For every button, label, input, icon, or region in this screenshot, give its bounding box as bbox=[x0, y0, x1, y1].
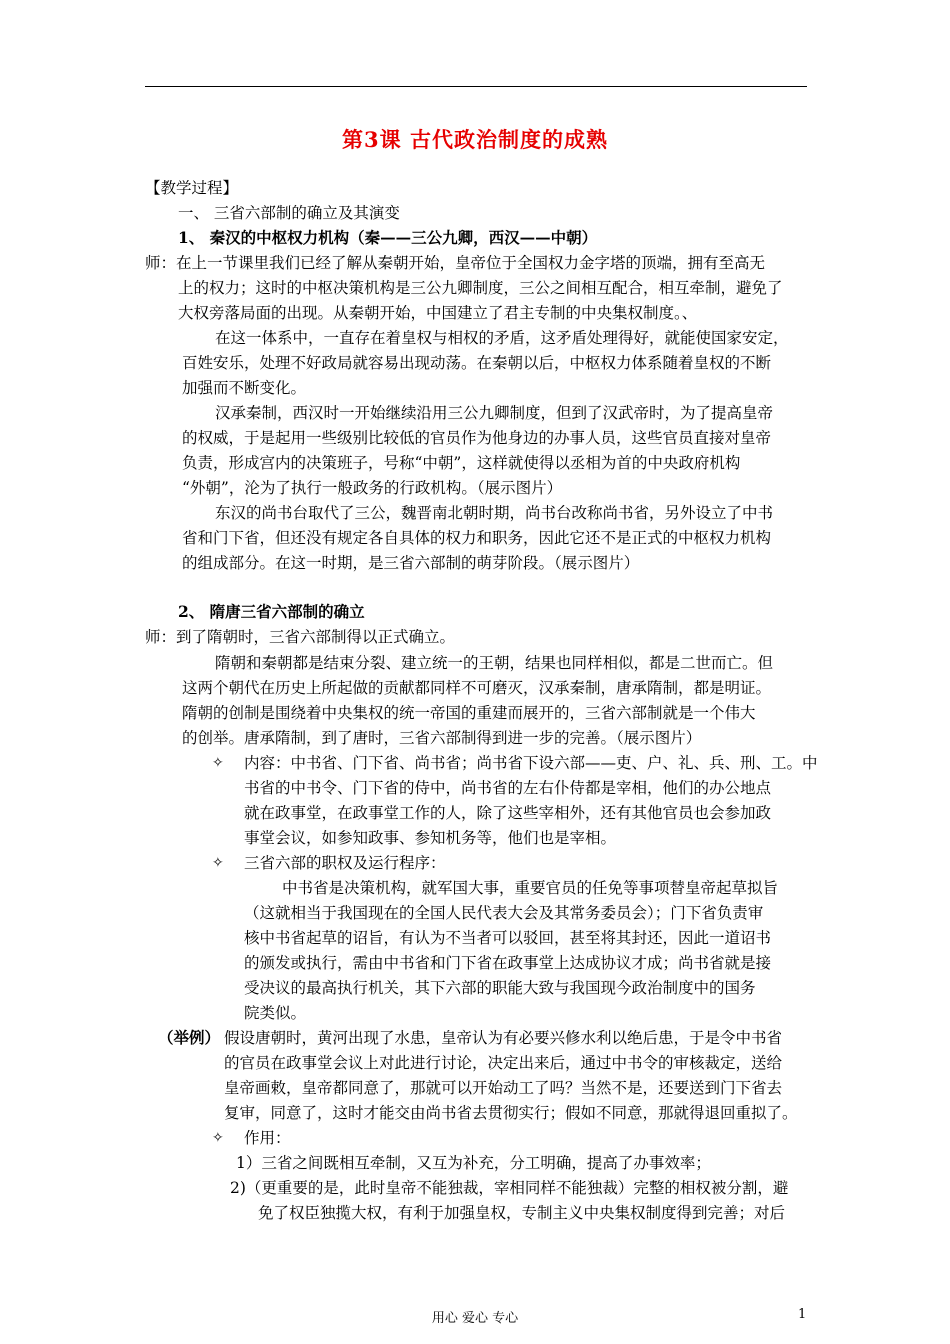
section-heading: 【教学过程】 bbox=[145, 179, 239, 197]
paragraph-line: 假设唐朝时，黄河出现了水患，皇帝认为有必要兴修水利以绝后患，于是令中书省 bbox=[224, 1029, 783, 1047]
paragraph-line: 的颁发或执行，需由中书省和门下省在政事堂上达成协议才成；尚书省就是接 bbox=[244, 954, 772, 972]
subsection-heading: 2、 隋唐三省六部制的确立 bbox=[178, 602, 365, 621]
paragraph-line: 皇帝画敕，皇帝都同意了，那就可以开始动工了吗？当然不是，还要送到门下省去 bbox=[224, 1079, 783, 1097]
paragraph-line: 上的权力；这时的中枢决策机构是三公九卿制度，三公之间相互配合，相互牵制，避免了 bbox=[178, 279, 783, 297]
paragraph-line: 隋朝的创制是围绕着中央集权的统一帝国的重建而展开的，三省六部制就是一个伟大 bbox=[182, 704, 756, 722]
paragraph-line: 受决议的最高执行机关，其下六部的职能大致与我国现今政治制度中的国务 bbox=[244, 979, 756, 997]
paragraph-line: 的官员在政事堂会议上对此进行讨论，决定出来后，通过中书令的审核裁定，送给 bbox=[224, 1054, 783, 1072]
paragraph-line: 负责，形成宫内的决策班子，号称“中朝”，这样就使得以丞相为首的中央政府机构 bbox=[182, 454, 741, 472]
page-footer: 用心 爱心 专心 bbox=[431, 1311, 519, 1326]
paragraph-line: 师：在上一节课里我们已经了解从秦朝开始，皇帝位于全国权力金字塔的顶端，拥有至高无 bbox=[145, 254, 766, 272]
header-rule bbox=[145, 86, 807, 87]
document-title: 第3课 古代政治制度的成熟 bbox=[342, 127, 608, 152]
paragraph-line: 汉承秦制，西汉时一开始继续沿用三公九卿制度，但到了汉武帝时，为了提高皇帝 bbox=[215, 404, 774, 422]
bullet-text: 就在政事堂，在政事堂工作的人，除了这些宰相外，还有其他官员也会参加政 bbox=[244, 804, 772, 822]
bullet-text: 内容：中书省、门下省、尚书省；尚书省下设六部——吏、户、礼、兵、刑、工。中 bbox=[244, 754, 818, 772]
bullet-text: 事堂会议，如参知政事、参知机务等，他们也是宰相。 bbox=[244, 829, 617, 847]
paragraph-line: 百姓安乐，处理不好政局就容易出现动荡。在秦朝以后，中枢权力体系随着皇权的不断 bbox=[182, 354, 772, 372]
paragraph-line: 在这一体系中，一直存在着皇权与相权的矛盾，这矛盾处理得好，就能使国家安定， bbox=[215, 329, 789, 347]
paragraph-line: 的组成部分。在这一时期，是三省六部制的萌芽阶段。（展示图片） bbox=[182, 554, 640, 572]
paragraph-line: 这两个朝代在历史上所起做的贡献都同样不可磨灭，汉承秦制，唐承隋制，都是明证。 bbox=[182, 679, 772, 697]
list-item: 1）三省之间既相互牵制，又互为补充，分工明确，提高了办事效率； bbox=[236, 1154, 711, 1172]
bullet-text: 作用： bbox=[244, 1129, 291, 1147]
subsection-heading: 1、 秦汉的中枢权力机构（秦——三公九卿，西汉——中朝） bbox=[178, 228, 598, 247]
paragraph-line: 的权威，于是起用一些级别比较低的官员作为他身边的办事人员，这些官员直接对皇帝 bbox=[182, 429, 772, 447]
paragraph-line: 中书省是决策机构，就军国大事，重要官员的任免等事项替皇帝起草拟旨 bbox=[282, 879, 779, 897]
paragraph-line: 隋朝和秦朝都是结束分裂、建立统一的王朝，结果也同样相似，都是二世而亡。但 bbox=[215, 654, 774, 672]
bullet-diamond-icon: ✧ bbox=[212, 855, 224, 871]
example-label: （举例） bbox=[158, 1028, 221, 1047]
paragraph-line: 加强而不断变化。 bbox=[182, 379, 307, 397]
bullet-text: 三省六部的职权及运行程序： bbox=[244, 854, 446, 872]
bullet-diamond-icon: ✧ bbox=[212, 755, 224, 771]
list-item: 2)（更重要的是，此时皇帝不能独裁，宰相同样不能独裁）完整的相权被分割，避 bbox=[230, 1179, 789, 1197]
paragraph-line: 大权旁落局面的出现。从秦朝开始，中国建立了君主专制的中央集权制度。、 bbox=[178, 304, 698, 322]
page-number: 1 bbox=[798, 1307, 807, 1322]
paragraph-line: 省和门下省，但还没有规定各自具体的权力和职务，因此它还不是正式的中枢权力机构 bbox=[182, 529, 772, 547]
section-subheading: 一、 三省六部制的确立及其演变 bbox=[178, 204, 400, 222]
paragraph-line: 院类似。 bbox=[244, 1004, 307, 1022]
paragraph-line: 复审，同意了，这时才能交由尚书省去贯彻实行；假如不同意，那就得退回重拟了。 bbox=[224, 1104, 798, 1122]
paragraph-line: 核中书省起草的诏旨，有认为不当者可以驳回，甚至将其封还，因此一道诏书 bbox=[244, 929, 772, 947]
bullet-diamond-icon: ✧ bbox=[212, 1130, 224, 1146]
paragraph-line: 免了权臣独揽大权，有利于加强皇权，专制主义中央集权制度得到完善；对后 bbox=[258, 1204, 786, 1222]
paragraph-line: （这就相当于我国现在的全国人民代表大会及其常务委员会）；门下省负责审 bbox=[244, 904, 764, 922]
paragraph-line: 师：到了隋朝时，三省六部制得以正式确立。 bbox=[145, 628, 456, 646]
paragraph-line: 的创举。唐承隋制，到了唐时，三省六部制得到进一步的完善。（展示图片） bbox=[182, 729, 702, 747]
paragraph-line: “外朝”，沦为了执行一般政务的行政机构。（展示图片） bbox=[182, 479, 563, 497]
paragraph-line: 东汉的尚书台取代了三公，魏晋南北朝时期，尚书台改称尚书省，另外设立了中书 bbox=[215, 504, 774, 522]
bullet-text: 书省的中书令、门下省的侍中，尚书省的左右仆侍都是宰相，他们的办公地点 bbox=[244, 779, 772, 797]
